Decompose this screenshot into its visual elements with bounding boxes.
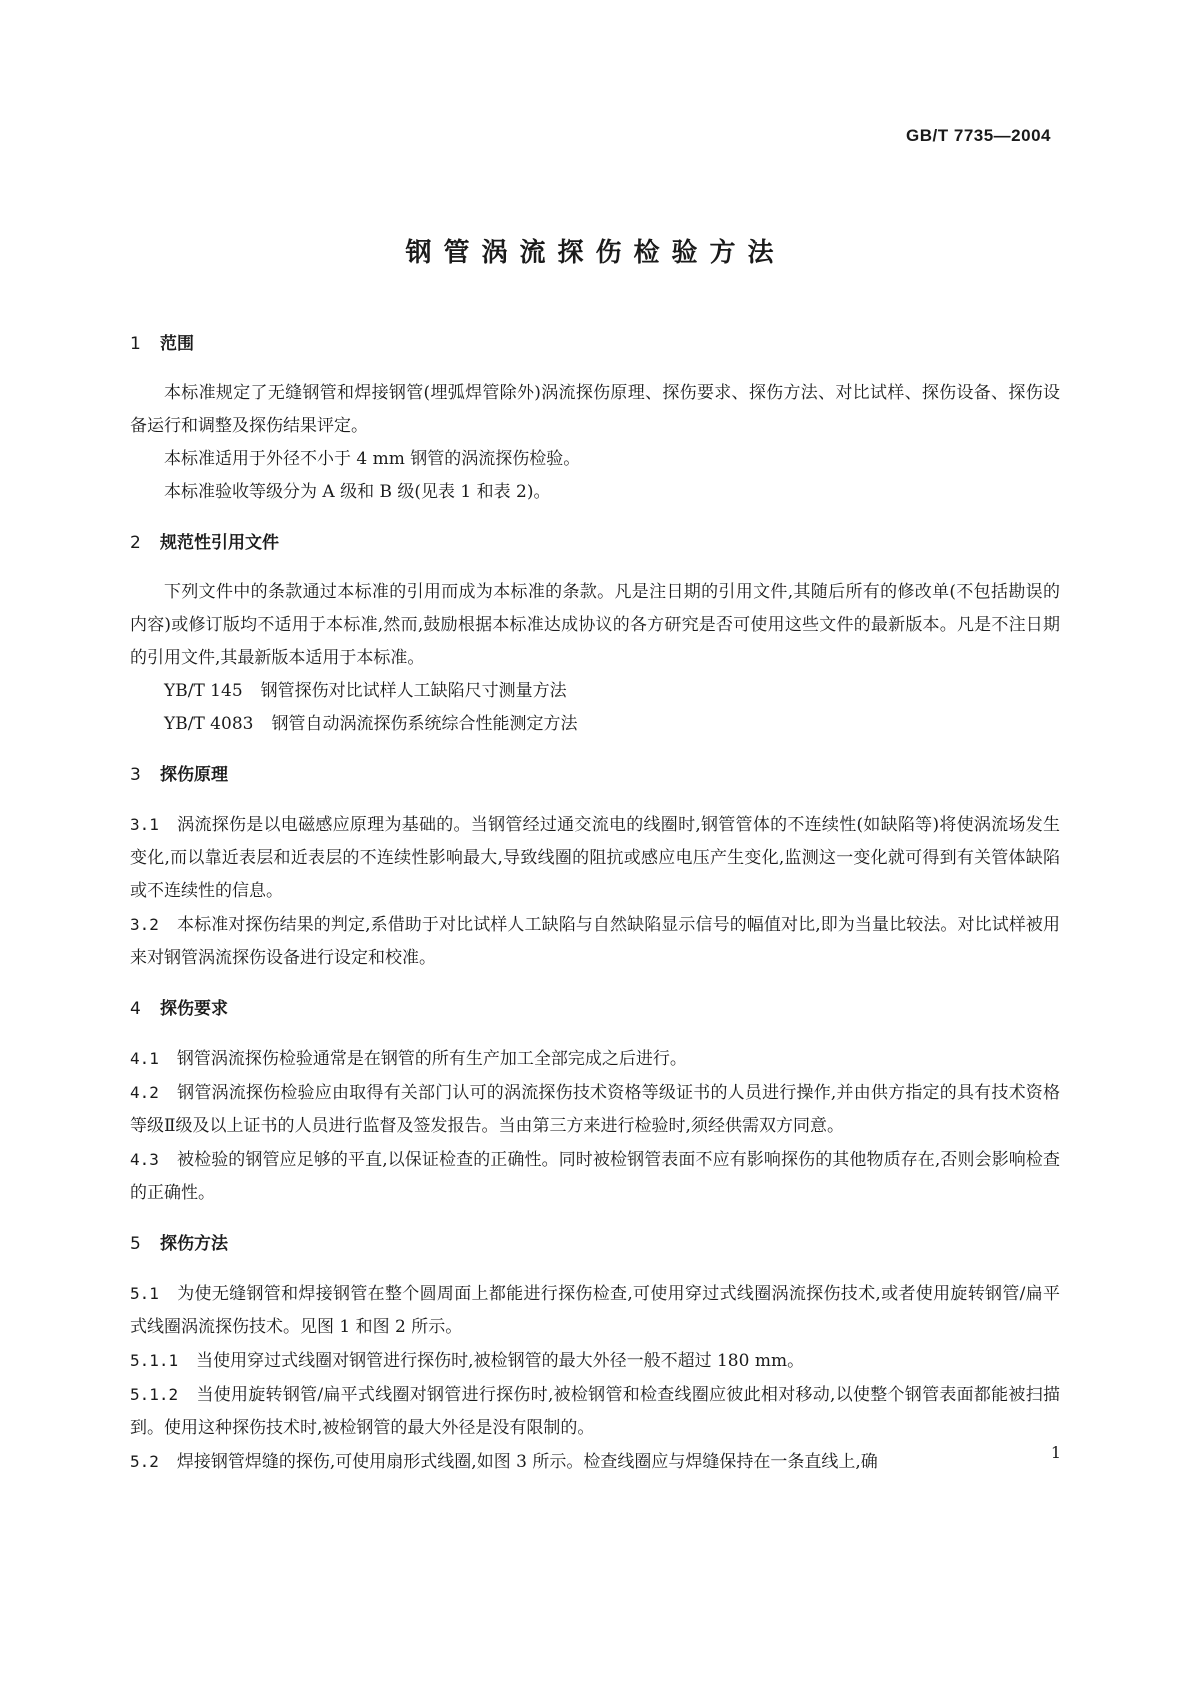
clause-text: 当使用旋转钢管/扁平式线圈对钢管进行探伤时,被检钢管和检查线圈应彼此相对移动,以使整个钢管表面都能被扫描到。使用这种探伤技术时,被检钢管的最大外径是没有限制的。	[130, 1385, 1060, 1438]
reference-code: YB/T 4083	[164, 714, 254, 734]
section-title: 探伤要求	[160, 999, 228, 1019]
clause-4-2	[130, 1076, 1060, 1143]
section-2-heading	[130, 529, 1060, 557]
clause-text: 为使无缝钢管和焊接钢管在整个圆周面上都能进行探伤检查,可使用穿过式线圈涡流探伤技术,或者使用旋转钢管/扁平式线圈涡流探伤技术。见图 1 和图 2 所示。	[130, 1284, 1060, 1337]
clause-text: 涡流探伤是以电磁感应原理为基础的。当钢管经过通交流电的线圈时,钢管管体的不连续性(如缺陷等)将使涡流场发生变化,而以靠近表层和近表层的不连续性影响最大,导致线圈的阻抗或感应电压产生变化,监测这一变化就可得到有关管体缺陷或不连续性的信息。	[130, 815, 1060, 901]
clause-5-1-2	[130, 1378, 1060, 1445]
clause-number: 3.1	[130, 815, 159, 834]
section-4-heading	[130, 995, 1060, 1023]
reference-item	[130, 675, 1060, 708]
clause-text: 焊接钢管焊缝的探伤,可使用扇形式线圈,如图 3 所示。检查线圈应与焊缝保持在一条直线上,确	[176, 1452, 878, 1472]
section-number: 3	[130, 765, 141, 785]
clause-5-1	[130, 1277, 1060, 1344]
scope-paragraph-1: 本标准规定了无缝钢管和焊接钢管(埋弧焊管除外)涡流探伤原理、探伤要求、探伤方法、对比试样、探伤设备、探伤设备运行和调整及探伤结果评定。	[130, 383, 1060, 436]
clause-number: 3.2	[130, 915, 159, 934]
clause-3-2	[130, 908, 1060, 975]
reference-title: 钢管自动涡流探伤系统综合性能测定方法	[271, 714, 578, 734]
references-paragraph: 下列文件中的条款通过本标准的引用而成为本标准的条款。凡是注日期的引用文件,其随后所有的修改单(不包括勘误的内容)或修订版均不适用于本标准,然而,鼓励根据本标准达成协议的各方研究是否可使用这些文件的最新版本。凡是不注日期的引用文件,其最新版本适用于本标准。	[130, 582, 1060, 668]
section-1-heading	[130, 330, 1060, 358]
clause-number: 5.2	[130, 1452, 159, 1471]
reference-title: 钢管探伤对比试样人工缺陷尺寸测量方法	[260, 681, 567, 701]
section-number: 5	[130, 1234, 141, 1254]
section-title: 探伤原理	[160, 765, 228, 785]
clause-number: 4.2	[130, 1083, 159, 1102]
clause-text: 钢管涡流探伤检验应由取得有关部门认可的涡流探伤技术资格等级证书的人员进行操作,并由供方指定的具有技术资格等级Ⅱ级及以上证书的人员进行监督及签发报告。当由第三方来进行检验时,须经供需双方同意。	[130, 1083, 1060, 1136]
section-3-heading	[130, 761, 1060, 789]
section-title: 探伤方法	[160, 1234, 228, 1254]
section-title: 规范性引用文件	[160, 533, 279, 553]
section-number: 1	[130, 334, 141, 354]
clause-5-2	[130, 1445, 1060, 1479]
clause-text: 被检验的钢管应足够的平直,以保证检查的正确性。同时被检钢管表面不应有影响探伤的其他物质存在,否则会影响检查的正确性。	[130, 1150, 1060, 1203]
standard-code: GB/T 7735—2004	[906, 126, 1051, 145]
reference-code: YB/T 145	[164, 681, 243, 701]
section-5-heading	[130, 1230, 1060, 1258]
clause-text: 钢管涡流探伤检验通常是在钢管的所有生产加工全部完成之后进行。	[176, 1049, 687, 1069]
section-number: 4	[130, 999, 141, 1019]
section-title: 范围	[160, 334, 194, 354]
clause-number: 4.1	[130, 1049, 159, 1068]
reference-item	[130, 708, 1060, 741]
clause-number: 5.1	[130, 1284, 159, 1303]
scope-paragraph-2: 本标准适用于外径不小于 4 mm 钢管的涡流探伤检验。	[164, 449, 581, 469]
section-number: 2	[130, 533, 141, 553]
clause-3-1	[130, 808, 1060, 908]
clause-text: 本标准对探伤结果的判定,系借助于对比试样人工缺陷与自然缺陷显示信号的幅值对比,即为当量比较法。对比试样被用来对钢管涡流探伤设备进行设定和校准。	[130, 915, 1060, 968]
document-title: 钢管涡流探伤检验方法	[405, 238, 786, 268]
clause-4-3	[130, 1143, 1060, 1210]
document-body	[130, 330, 1060, 1479]
clause-5-1-1	[130, 1344, 1060, 1378]
clause-number: 5.1.1	[130, 1351, 179, 1370]
page-number: 1	[1050, 1443, 1061, 1462]
scope-paragraph-3: 本标准验收等级分为 A 级和 B 级(见表 1 和表 2)。	[164, 482, 551, 502]
clause-number: 4.3	[130, 1150, 159, 1169]
clause-text: 当使用穿过式线圈对钢管进行探伤时,被检钢管的最大外径一般不超过 180 mm。	[196, 1351, 805, 1371]
clause-number: 5.1.2	[130, 1385, 179, 1404]
clause-4-1	[130, 1042, 1060, 1076]
